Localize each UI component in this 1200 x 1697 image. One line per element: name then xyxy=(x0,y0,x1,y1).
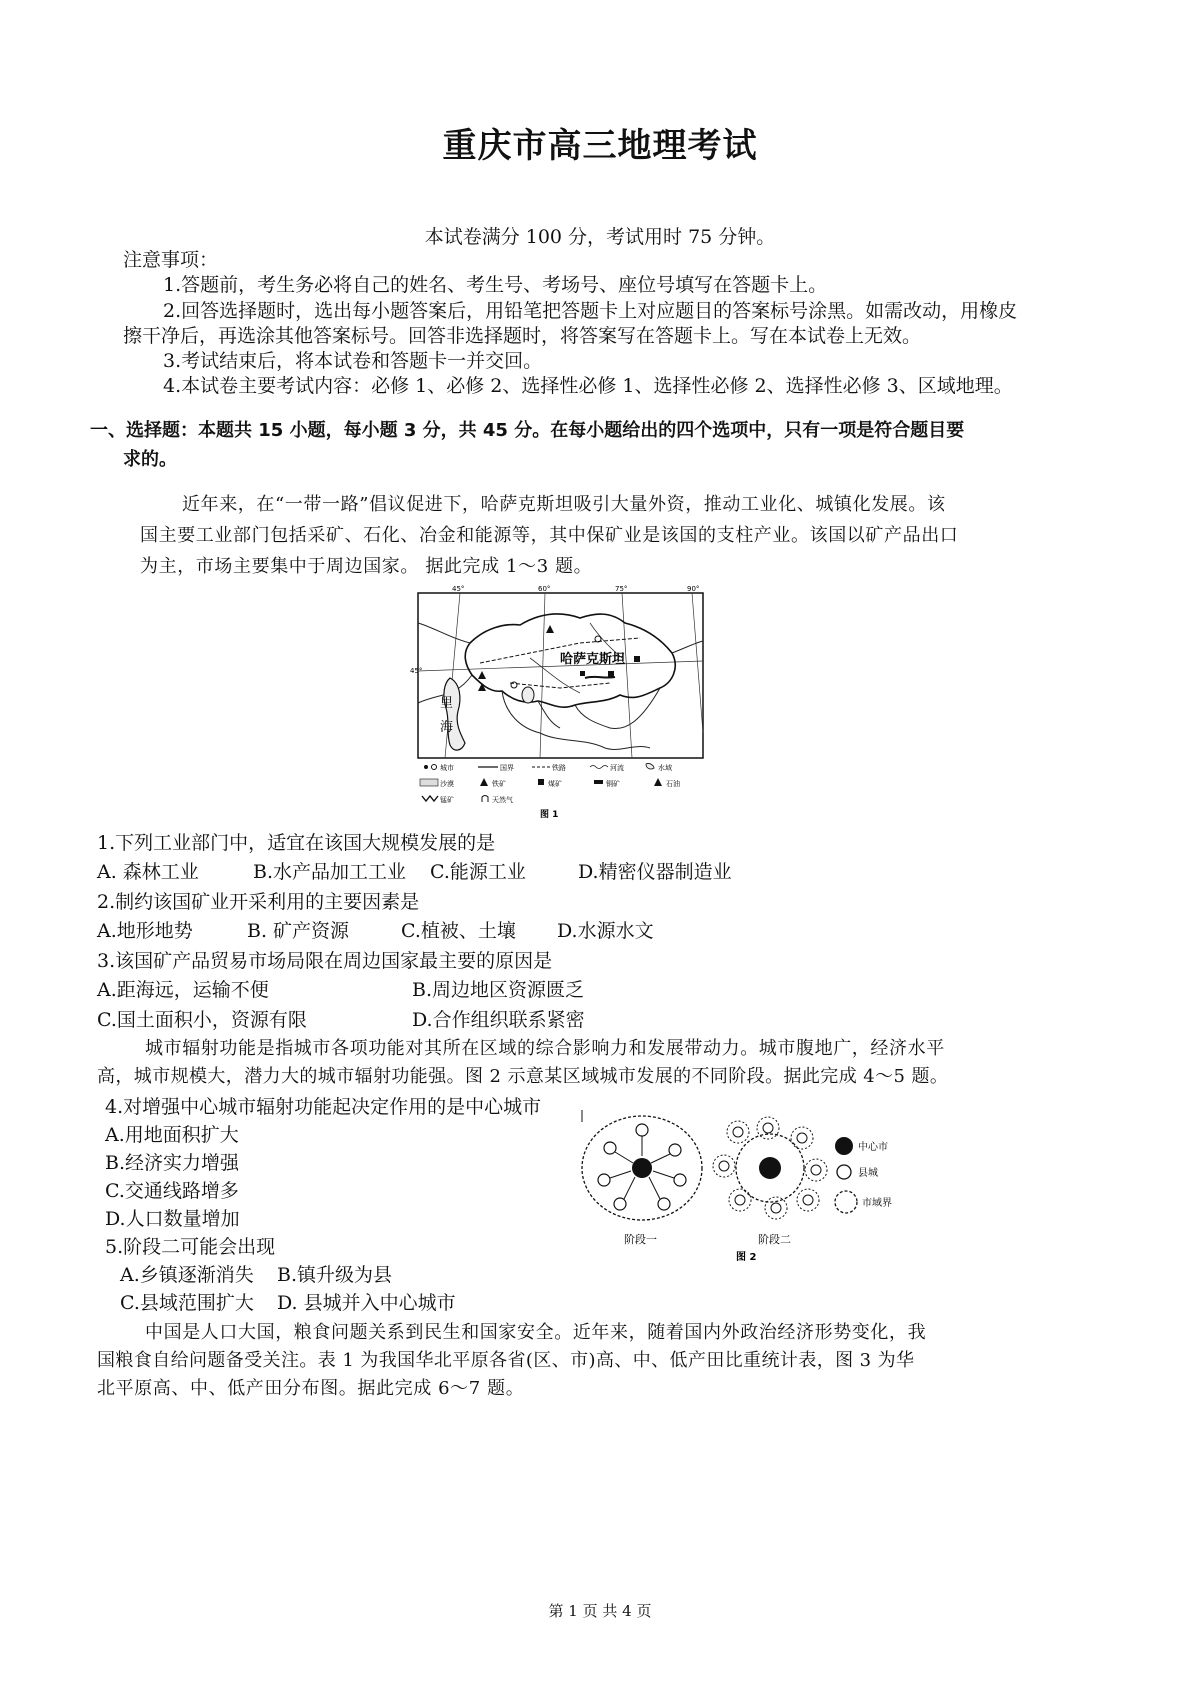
figure-caption: 图 1 xyxy=(540,810,559,818)
q3-option-d[interactable]: D.合作组织联系紧密 xyxy=(412,1009,585,1031)
q5-option-c[interactable]: C.县域范围扩大 xyxy=(120,1292,254,1314)
passage-line: 中国是人口大国，粮食问题关系到民生和国家安全。近年来，随着国内外政治经济形势变化，我 xyxy=(145,1322,927,1343)
q4-option-c[interactable]: C.交通线路增多 xyxy=(105,1180,239,1202)
q3-option-a[interactable]: A.距海远，运输不便 xyxy=(97,979,269,1001)
legend-label: 国界 xyxy=(500,764,514,772)
legend-label: 天然气 xyxy=(492,796,513,804)
stage-label: 阶段一 xyxy=(624,1233,657,1246)
legend-label: 铁路 xyxy=(552,764,566,772)
figure-2-legend xyxy=(835,1137,892,1213)
note-item: 擦干净后，再选涂其他答案标号。回答非选择题时，将答案写在答题卡上。写在本试卷上无效。 xyxy=(123,325,922,347)
q5-option-a[interactable]: A.乡镇逐渐消失 xyxy=(120,1264,254,1286)
legend-label: 煤矿 xyxy=(548,780,562,788)
page-title: 重庆市高三地理考试 xyxy=(442,126,758,166)
stage-1-diagram xyxy=(582,1116,702,1246)
passage-line: 高，城市规模大，潜力大的城市辐射功能强。图 2 示意某区域城市发展的不同阶段。据此完成 4～5 题。 xyxy=(97,1066,949,1087)
q4-option-b[interactable]: B.经济实力增强 xyxy=(105,1152,240,1174)
question-4-stem: 4.对增强中心城市辐射功能起决定作用的是中心城市 xyxy=(105,1096,542,1118)
note-item: 1.答题前，考生务必将自己的姓名、考生号、考场号、座位号填写在答题卡上。 xyxy=(163,274,828,296)
legend-label: 沙漠 xyxy=(440,780,454,788)
legend-label: 中心市 xyxy=(858,1142,888,1153)
q4-option-d[interactable]: D.人口数量增加 xyxy=(105,1208,240,1230)
question-5-stem: 5.阶段二可能会出现 xyxy=(105,1236,276,1258)
passage-line: 城市辐射功能是指城市各项功能对其所在区域的综合影响力和发展带动力。城市腹地广，经济水平 xyxy=(145,1038,945,1059)
caspian-sea xyxy=(444,678,465,750)
passage-line: 国主要工业部门包括采矿、石化、冶金和能源等，其中保矿业是该国的支柱产业。该国以矿产品出口 xyxy=(140,525,959,546)
stage-label: 阶段二 xyxy=(758,1233,791,1246)
legend-label: 锰矿 xyxy=(440,796,454,804)
passage-line: 近年来，在“一带一路”倡议促进下，哈萨克斯坦吸引大量外资，推动工业化、城镇化发展。该 xyxy=(182,494,946,515)
q2-option-c[interactable]: C.植被、土壤 xyxy=(401,920,516,942)
sea-label: 里 xyxy=(440,696,454,711)
q1-option-a[interactable]: A. 森林工业 xyxy=(97,861,199,883)
q1-option-d[interactable]: D.精密仪器制造业 xyxy=(578,861,732,883)
stage-2-diagram xyxy=(713,1117,827,1246)
q5-option-b[interactable]: B.镇升级为县 xyxy=(277,1264,393,1286)
legend-label: 石油 xyxy=(666,780,680,788)
legend-label: 铜矿 xyxy=(606,780,620,788)
legend-label: 铁矿 xyxy=(492,780,506,788)
page-footer: 第 1 页 共 4 页 xyxy=(548,1602,652,1620)
question-2-stem: 2.制约该国矿业开采利用的主要因素是 xyxy=(97,891,420,913)
lon-label: 60° xyxy=(538,585,551,593)
q1-option-b[interactable]: B.水产品加工工业 xyxy=(253,861,407,883)
legend-label: 河流 xyxy=(610,764,624,772)
note-item: 2.回答选择题时，选出每小题答案后，用铅笔把答题卡上对应题目的答案标号涂黑。如需改动，用橡皮 xyxy=(163,300,1018,322)
q4-option-a[interactable]: A.用地面积扩大 xyxy=(105,1124,239,1146)
legend-label: 县城 xyxy=(858,1168,878,1179)
sea-label: 海 xyxy=(440,720,454,735)
section-heading: 一、选择题：本题共 15 小题，每小题 3 分，共 45 分。在每小题给出的四个选项中，只有一项是符合题目要 xyxy=(90,420,965,441)
q3-option-b[interactable]: B.周边地区资源匮乏 xyxy=(412,979,585,1001)
question-1-stem: 1.下列工业部门中，适宜在该国大规模发展的是 xyxy=(97,832,496,854)
exam-info: 本试卷满分 100 分，考试用时 75 分钟。 xyxy=(424,226,776,248)
note-item: 3.考试结束后，将本试卷和答题卡一并交回。 xyxy=(163,350,543,372)
lon-label: 90° xyxy=(687,585,700,593)
passage-line: 为主，市场主要集中于周边国家。 据此完成 1～3 题。 xyxy=(140,556,593,577)
lon-label: 45° xyxy=(452,585,465,593)
figure-1-map xyxy=(410,583,710,818)
q2-option-a[interactable]: A.地形地势 xyxy=(97,920,193,942)
section-heading-cont: 求的。 xyxy=(123,449,177,470)
map-legend xyxy=(420,763,680,804)
country-label: 哈萨克斯坦 xyxy=(560,652,626,667)
legend-label: 水域 xyxy=(658,764,672,772)
q2-option-b[interactable]: B. 矿产资源 xyxy=(247,920,350,942)
notes-heading: 注意事项： xyxy=(123,249,219,271)
note-item: 4.本试卷主要考试内容：必修 1、必修 2、选择性必修 1、选择性必修 2、选择性必修 3、区域地理。 xyxy=(163,375,1013,397)
q2-option-d[interactable]: D.水源水文 xyxy=(557,920,654,942)
figure-caption: 图 2 xyxy=(736,1252,757,1263)
figure-2-diagram xyxy=(580,1108,920,1268)
q1-option-c[interactable]: C.能源工业 xyxy=(430,861,526,883)
legend-label: 城市 xyxy=(440,764,454,772)
legend-label: 市域界 xyxy=(862,1198,892,1209)
passage-line: 北平原高、中、低产田分布图。据此完成 6～7 题。 xyxy=(97,1378,525,1399)
q5-option-d[interactable]: D. 县城并入中心城市 xyxy=(277,1292,456,1314)
lon-label: 75° xyxy=(615,585,628,593)
q3-option-c[interactable]: C.国土面积小，资源有限 xyxy=(97,1009,307,1031)
lat-label: 45° xyxy=(410,667,423,675)
question-3-stem: 3.该国矿产品贸易市场局限在周边国家最主要的原因是 xyxy=(97,950,553,972)
passage-line: 国粮食自给问题备受关注。表 1 为我国华北平原各省(区、市)高、中、低产田比重统计表，图 3 为华 xyxy=(97,1350,915,1371)
